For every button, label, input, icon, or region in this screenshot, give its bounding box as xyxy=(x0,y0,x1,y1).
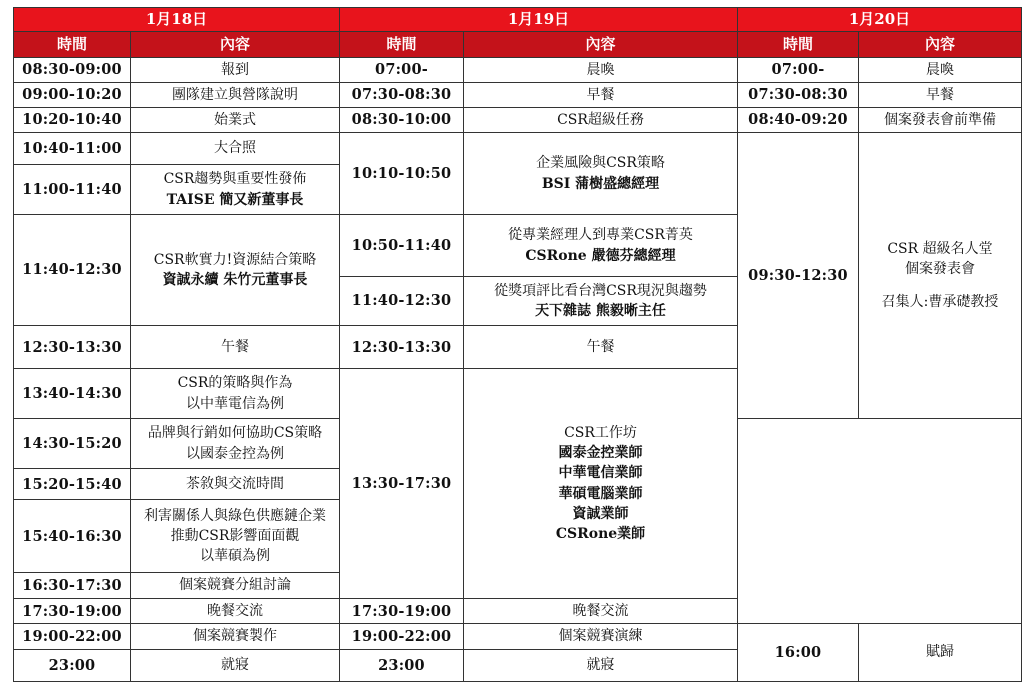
content-line: CSR工作坊 xyxy=(564,424,637,441)
day2-content-cell: 午餐 xyxy=(464,326,738,369)
day3-content-cell: 個案發表會前準備 xyxy=(859,108,1022,133)
day1-time-cell: 10:20-10:40 xyxy=(14,108,131,133)
day1-content-cell: 就寢 xyxy=(131,650,340,682)
content-line: 以國泰金控為例 xyxy=(186,445,284,462)
day1-time-cell: 17:30-19:00 xyxy=(14,599,131,624)
convener-line: 召集人:曹承礎教授 xyxy=(881,293,999,310)
day2-time-cell: 10:50-11:40 xyxy=(340,215,464,277)
day1-time-cell: 12:30-13:30 xyxy=(14,326,131,369)
day2-content-cell xyxy=(464,215,738,277)
day2-content-cell xyxy=(464,277,738,326)
day1-content-cell xyxy=(131,419,340,469)
content-line: CSR軟實力!資源結合策略 xyxy=(153,251,317,268)
day2-content-cell: CSR超級任務 xyxy=(464,108,738,133)
day2-time-cell: 10:10-10:50 xyxy=(340,133,464,215)
day1-content-cell xyxy=(131,215,340,326)
day2-time-cell: 17:30-19:00 xyxy=(340,599,464,624)
content-line: 從專業經理人到專業CSR菁英 xyxy=(508,227,693,244)
speaker-line: 天下雜誌 熊毅晰主任 xyxy=(535,303,666,319)
day3-content-cell xyxy=(859,133,1022,419)
content-line: 以中華電信為例 xyxy=(186,395,284,412)
day2-content-cell: 晚餐交流 xyxy=(464,599,738,624)
day2-time-cell: 12:30-13:30 xyxy=(340,326,464,369)
day1-content-cell: 茶敘與交流時間 xyxy=(131,469,340,500)
day2-time-cell: 13:30-17:30 xyxy=(340,369,464,599)
content-line: 以華碩為例 xyxy=(200,548,270,565)
day1-content-cell xyxy=(131,500,340,573)
day1-time-cell: 15:20-15:40 xyxy=(14,469,131,500)
day3-content-cell: 晨喚 xyxy=(859,58,1022,83)
day2-content-cell: 晨喚 xyxy=(464,58,738,83)
speaker-line: CSRone 嚴德芬總經理 xyxy=(525,247,676,264)
day1-content-header: 內容 xyxy=(131,32,340,58)
day1-content-cell: 午餐 xyxy=(131,326,340,369)
day2-time-cell: 07:30-08:30 xyxy=(340,83,464,108)
day1-time-cell: 13:40-14:30 xyxy=(14,369,131,419)
day3-time-cell: 09:30-12:30 xyxy=(738,133,859,419)
content-line: 個案發表會 xyxy=(905,261,975,278)
day1-time-cell: 11:40-12:30 xyxy=(14,215,131,326)
day2-time-cell: 23:00 xyxy=(340,650,464,682)
day1-content-cell: 團隊建立與營隊說明 xyxy=(131,83,340,108)
day3-date-header: 1月20日 xyxy=(738,8,1022,32)
day3-content-header: 內容 xyxy=(859,32,1022,58)
day1-time-cell: 16:30-17:30 xyxy=(14,573,131,599)
day2-content-cell: 就寢 xyxy=(464,650,738,682)
day2-time-cell: 19:00-22:00 xyxy=(340,624,464,650)
mentor-line: 華碩電腦業師 xyxy=(558,485,643,502)
speaker-line: TAISE 簡又新董事長 xyxy=(166,191,304,208)
day1-content-cell: 個案競賽分組討論 xyxy=(131,573,340,599)
day2-time-cell: 07:00- xyxy=(340,58,464,83)
mentor-line: CSRone業師 xyxy=(555,526,646,543)
content-line: CSR趨勢與重要性發佈 xyxy=(163,171,307,188)
speaker-line: 資誠永續 朱竹元董事長 xyxy=(162,272,308,288)
day1-content-cell xyxy=(131,165,340,215)
mentor-line: 資誠業師 xyxy=(572,505,629,522)
day1-content-cell: 個案競賽製作 xyxy=(131,624,340,650)
day3-content-cell: 賦歸 xyxy=(859,624,1022,682)
day3-time-cell: 08:40-09:20 xyxy=(738,108,859,133)
day1-content-cell: 晚餐交流 xyxy=(131,599,340,624)
day1-time-header: 時間 xyxy=(14,32,131,58)
day2-content-cell xyxy=(464,369,738,599)
day1-time-cell: 14:30-15:20 xyxy=(14,419,131,469)
content-line: 品牌與行銷如何協助CS策略 xyxy=(147,425,323,442)
content-line: CSR 超級名人堂 xyxy=(887,241,993,258)
content-line: 利害關係人與綠色供應鏈企業 xyxy=(144,507,326,524)
day2-content-cell: 個案競賽演練 xyxy=(464,624,738,650)
day3-time-cell: 16:00 xyxy=(738,624,859,682)
mentor-line: 中華電信業師 xyxy=(558,465,643,482)
day1-date-header: 1月18日 xyxy=(14,8,340,32)
day1-time-cell: 19:00-22:00 xyxy=(14,624,131,650)
content-line: CSR的策略與作為 xyxy=(177,375,293,392)
day2-time-cell: 11:40-12:30 xyxy=(340,277,464,326)
day1-time-cell: 23:00 xyxy=(14,650,131,682)
day1-content-cell: 大合照 xyxy=(131,133,340,165)
day1-time-cell: 15:40-16:30 xyxy=(14,500,131,573)
content-line: 推動CSR影響面面觀 xyxy=(170,527,300,544)
day1-time-cell: 10:40-11:00 xyxy=(14,133,131,165)
day2-date-header: 1月19日 xyxy=(340,8,738,32)
day1-content-cell: 報到 xyxy=(131,58,340,83)
content-line: 企業風險與CSR策略 xyxy=(536,155,665,172)
content-line: 從獎項評比看台灣CSR現況與趨勢 xyxy=(494,282,707,299)
day3-time-cell: 07:00- xyxy=(738,58,859,83)
day1-time-cell: 11:00-11:40 xyxy=(14,165,131,215)
day1-content-cell xyxy=(131,369,340,419)
day2-content-header: 內容 xyxy=(464,32,738,58)
speaker-line: BSI 蒲樹盛總經理 xyxy=(541,175,660,192)
day3-content-cell: 早餐 xyxy=(859,83,1022,108)
day1-time-cell: 09:00-10:20 xyxy=(14,83,131,108)
day2-time-cell: 08:30-10:00 xyxy=(340,108,464,133)
schedule-table xyxy=(13,7,1022,682)
mentor-line: 國泰金控業師 xyxy=(558,444,643,461)
day1-time-cell: 08:30-09:00 xyxy=(14,58,131,83)
day3-time-cell: 07:30-08:30 xyxy=(738,83,859,108)
day1-content-cell: 始業式 xyxy=(131,108,340,133)
day3-time-header: 時間 xyxy=(738,32,859,58)
day2-content-cell: 早餐 xyxy=(464,83,738,108)
day2-time-header: 時間 xyxy=(340,32,464,58)
day2-content-cell xyxy=(464,133,738,215)
